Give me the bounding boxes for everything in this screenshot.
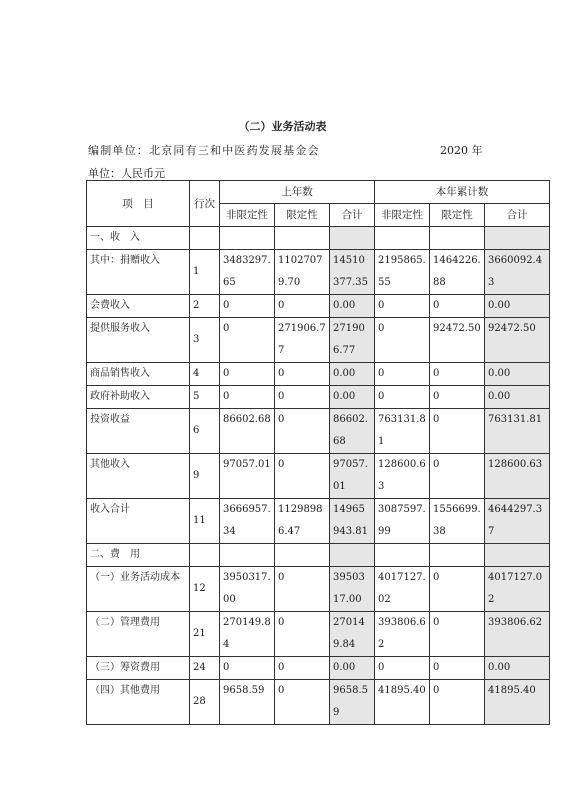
prev-unrestricted: 97057.01	[220, 454, 275, 499]
prev-total: 86602.68	[330, 409, 375, 454]
prev-total: 9658.59	[330, 680, 375, 725]
prev-restricted	[275, 227, 330, 250]
prev-restricted: 0	[275, 386, 330, 409]
cur-unrestricted	[375, 544, 430, 567]
cur-total: 0.00	[485, 657, 550, 680]
prev-restricted: 0	[275, 295, 330, 318]
table-row	[87, 499, 550, 544]
cur-unrestricted: 0	[375, 657, 430, 680]
row-label: 投资收益	[87, 409, 190, 454]
row-line-no: 21	[190, 612, 220, 657]
prev-unrestricted: 270149.84	[220, 612, 275, 657]
prev-total: 3950317.00	[330, 567, 375, 612]
row-line-no	[190, 227, 220, 250]
row-label: 收入合计	[87, 499, 190, 544]
prev-unrestricted	[220, 227, 275, 250]
cur-unrestricted: 3087597.99	[375, 499, 430, 544]
cur-unrestricted: 0	[375, 363, 430, 386]
row-line-no: 12	[190, 567, 220, 612]
cur-total: 128600.63	[485, 454, 550, 499]
prev-restricted: 0	[275, 567, 330, 612]
prev-restricted	[275, 544, 330, 567]
cur-unrestricted: 0	[375, 295, 430, 318]
report-year: 2020 年	[440, 144, 483, 157]
compiling-unit: 编制单位：北京同有三和中医药发展基金会	[88, 144, 320, 157]
row-label: 一、收 入	[87, 227, 190, 250]
cur-total: 41895.40	[485, 680, 550, 725]
prev-total: 97057.01	[330, 454, 375, 499]
header-cur-unrestricted: 非限定性	[375, 204, 430, 227]
prev-total: 0.00	[330, 295, 375, 318]
table-row	[87, 657, 550, 680]
cur-total: 4017127.02	[485, 567, 550, 612]
header-cur-restricted: 限定性	[430, 204, 485, 227]
cur-unrestricted	[375, 227, 430, 250]
prev-restricted: 0	[275, 680, 330, 725]
header-line-no: 行次	[190, 181, 220, 227]
prev-restricted: 0	[275, 454, 330, 499]
cur-restricted: 0	[430, 612, 485, 657]
cur-restricted: 92472.50	[430, 318, 485, 363]
table-row	[87, 295, 550, 318]
table-row	[87, 567, 550, 612]
row-line-no: 3	[190, 318, 220, 363]
row-line-no: 2	[190, 295, 220, 318]
row-label: 会费收入	[87, 295, 190, 318]
cur-unrestricted: 0	[375, 386, 430, 409]
row-label: （一）业务活动成本	[87, 567, 190, 612]
header-cur-year: 本年累计数	[375, 181, 550, 204]
header-prev-unrestricted: 非限定性	[220, 204, 275, 227]
prev-unrestricted: 0	[220, 295, 275, 318]
cur-restricted: 0	[430, 386, 485, 409]
prev-restricted: 0	[275, 409, 330, 454]
prev-total: 270149.84	[330, 612, 375, 657]
cur-total: 0.00	[485, 363, 550, 386]
header-prev-restricted: 限定性	[275, 204, 330, 227]
cur-unrestricted: 0	[375, 318, 430, 363]
row-label: （二）管理费用	[87, 612, 190, 657]
prev-restricted: 11027079.70	[275, 250, 330, 295]
prev-restricted: 0	[275, 657, 330, 680]
row-label: 二、费 用	[87, 544, 190, 567]
cur-restricted: 0	[430, 409, 485, 454]
cur-unrestricted: 393806.62	[375, 612, 430, 657]
currency-unit: 单位：人民币元	[88, 167, 165, 180]
cur-total: 0.00	[485, 386, 550, 409]
row-label: 提供服务收入	[87, 318, 190, 363]
cur-restricted: 1556699.38	[430, 499, 485, 544]
table-row	[87, 227, 550, 250]
table-row	[87, 454, 550, 499]
table-row	[87, 612, 550, 657]
header-item: 项 目	[87, 181, 190, 227]
prev-unrestricted: 3666957.34	[220, 499, 275, 544]
table-row	[87, 318, 550, 363]
row-label: （四）其他费用	[87, 680, 190, 725]
prev-total: 14510377.35	[330, 250, 375, 295]
row-line-no: 28	[190, 680, 220, 725]
cur-total	[485, 544, 550, 567]
cur-unrestricted: 41895.40	[375, 680, 430, 725]
prev-unrestricted: 0	[220, 363, 275, 386]
prev-restricted: 271906.77	[275, 318, 330, 363]
report-title: （二）业务活动表	[238, 120, 327, 133]
prev-unrestricted	[220, 544, 275, 567]
row-line-no: 9	[190, 454, 220, 499]
prev-unrestricted: 3483297.65	[220, 250, 275, 295]
cur-restricted: 0	[430, 680, 485, 725]
cur-total: 92472.50	[485, 318, 550, 363]
row-label: 其他收入	[87, 454, 190, 499]
table-row	[87, 363, 550, 386]
table-row	[87, 544, 550, 567]
prev-unrestricted: 0	[220, 318, 275, 363]
header-prev-year: 上年数	[220, 181, 375, 204]
header-prev-total: 合计	[330, 204, 375, 227]
prev-total: 0.00	[330, 363, 375, 386]
prev-total: 0.00	[330, 657, 375, 680]
cur-total: 3660092.43	[485, 250, 550, 295]
prev-unrestricted: 86602.68	[220, 409, 275, 454]
activity-statement-table	[86, 180, 550, 725]
cur-restricted: 0	[430, 454, 485, 499]
cur-unrestricted: 2195865.55	[375, 250, 430, 295]
prev-total: 0.00	[330, 386, 375, 409]
header-cur-total: 合计	[485, 204, 550, 227]
cur-unrestricted: 763131.81	[375, 409, 430, 454]
table-body	[87, 227, 550, 725]
prev-unrestricted: 0	[220, 386, 275, 409]
prev-unrestricted: 0	[220, 657, 275, 680]
row-line-no: 1	[190, 250, 220, 295]
prev-unrestricted: 3950317.00	[220, 567, 275, 612]
table-row	[87, 409, 550, 454]
prev-restricted: 0	[275, 363, 330, 386]
row-line-no: 24	[190, 657, 220, 680]
cur-unrestricted: 128600.63	[375, 454, 430, 499]
cur-total: 0.00	[485, 295, 550, 318]
prev-total: 14965943.81	[330, 499, 375, 544]
table-row	[87, 386, 550, 409]
cur-restricted: 0	[430, 363, 485, 386]
cur-total: 763131.81	[485, 409, 550, 454]
row-label: 政府补助收入	[87, 386, 190, 409]
cur-restricted: 1464226.88	[430, 250, 485, 295]
row-line-no	[190, 544, 220, 567]
cur-restricted: 0	[430, 567, 485, 612]
table-row	[87, 250, 550, 295]
prev-unrestricted: 9658.59	[220, 680, 275, 725]
cur-restricted: 0	[430, 657, 485, 680]
prev-total: 271906.77	[330, 318, 375, 363]
row-line-no: 5	[190, 386, 220, 409]
prev-total	[330, 544, 375, 567]
cur-total: 393806.62	[485, 612, 550, 657]
prev-restricted: 0	[275, 612, 330, 657]
cur-restricted	[430, 544, 485, 567]
row-label: 其中：捐赠收入	[87, 250, 190, 295]
cur-total	[485, 227, 550, 250]
row-label: 商品销售收入	[87, 363, 190, 386]
prev-restricted: 11298986.47	[275, 499, 330, 544]
row-line-no: 6	[190, 409, 220, 454]
cur-unrestricted: 4017127.02	[375, 567, 430, 612]
prev-total	[330, 227, 375, 250]
row-line-no: 4	[190, 363, 220, 386]
row-line-no: 11	[190, 499, 220, 544]
row-label: （三）筹资费用	[87, 657, 190, 680]
cur-restricted	[430, 227, 485, 250]
cur-restricted: 0	[430, 295, 485, 318]
table-row	[87, 680, 550, 725]
cur-total: 4644297.37	[485, 499, 550, 544]
